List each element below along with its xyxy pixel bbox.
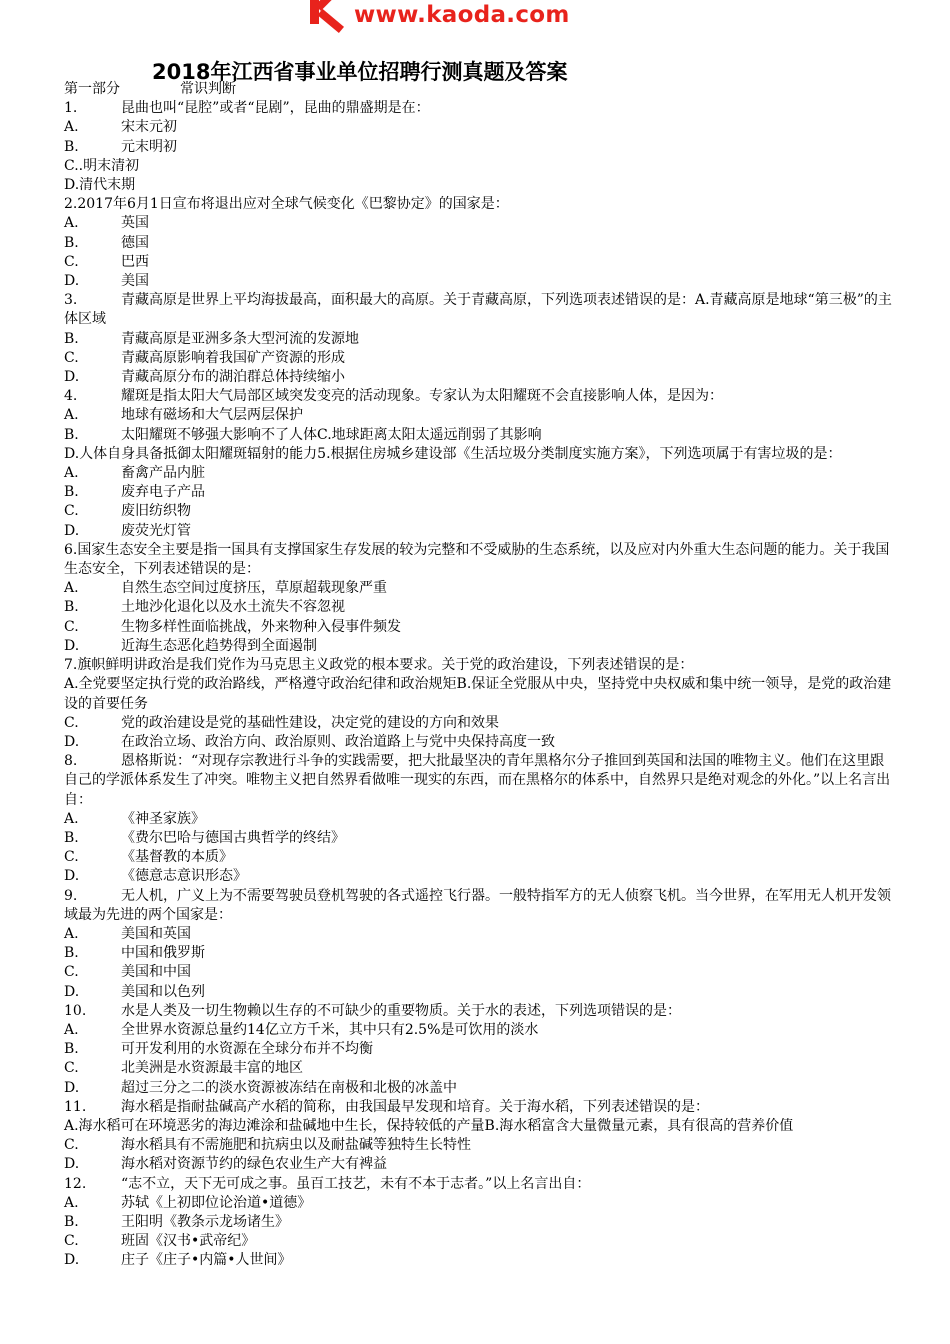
- line-label: B.: [64, 234, 79, 251]
- site-logo[interactable]: [308, 0, 648, 34]
- line-text: 畜禽产品内脏: [121, 465, 205, 482]
- question-text: [64, 291, 896, 329]
- line-text: 太阳耀斑不够强大影响不了人体C.地球距离太阳太遥远削弱了其影响: [121, 426, 542, 443]
- line-text: 中国和俄罗斯: [121, 945, 205, 962]
- line-text: 土地沙化退化以及水土流失不容忽视: [121, 599, 345, 616]
- line-label: C.: [64, 618, 79, 635]
- answer-option: [64, 1040, 896, 1059]
- line-text: 7.旗帜鲜明讲政治是我们党作为马克思主义政党的根本要求。关于党的政治建设，下列表述错误的是：: [64, 657, 694, 674]
- line-text: 青藏高原分布的湖泊群总体持续缩小: [121, 369, 345, 386]
- question-text: [64, 195, 896, 214]
- line-text: 海水稻对资源节约的绿色农业生产大有裨益: [121, 1156, 387, 1173]
- line-label: B.: [64, 829, 79, 846]
- line-label: C.: [64, 253, 79, 270]
- line-text: 废荧光灯管: [121, 522, 191, 539]
- line-label: D.: [64, 1252, 80, 1269]
- line-text: 昆曲也叫“昆腔”或者“昆剧”，昆曲的鼎盛期是在：: [121, 100, 430, 117]
- answer-option: [64, 618, 896, 637]
- logo-url-text: www.kaoda.com: [354, 2, 570, 28]
- answer-option: [64, 1079, 896, 1098]
- line-text: 废旧纺织物: [121, 503, 191, 520]
- answer-option: [64, 426, 896, 445]
- line-text: 《费尔巴哈与德国古典哲学的终结》: [121, 829, 345, 846]
- answer-option: [64, 483, 896, 502]
- line-text: 自然生态空间过度挤压，草原超载现象严重: [121, 580, 387, 597]
- line-label: C.: [64, 714, 79, 731]
- line-label: A.: [64, 925, 79, 942]
- line-text: “志不立，天下无可成之事。虽百工技艺，未有不本于志者。”以上名言出自：: [121, 1175, 591, 1192]
- line-text: 《基督教的本质》: [121, 849, 233, 866]
- logo-k-mark-icon: [308, 0, 348, 24]
- line-text: 耀斑是指太阳大气局部区域突发变亮的活动现象。专家认为太阳耀斑不会直接影响人体，是因为：: [121, 388, 723, 405]
- line-text: 庄子《庄子•内篇•人世间》: [121, 1252, 292, 1269]
- answer-option: [64, 598, 896, 617]
- line-text: 美国和以色列: [121, 983, 205, 1000]
- line-label: D.: [64, 1156, 80, 1173]
- question-text: [64, 157, 896, 176]
- question-text: [64, 541, 896, 579]
- line-text: 《神圣家族》: [121, 810, 205, 827]
- line-label: C.: [64, 849, 79, 866]
- line-text: 水是人类及一切生物赖以生存的不可缺少的重要物质。关于水的表述，下列选项错误的是：: [121, 1002, 681, 1019]
- section-heading: [64, 80, 896, 99]
- answer-option: [64, 118, 896, 137]
- answer-option: [64, 714, 896, 733]
- line-text: 《德意志意识形态》: [121, 868, 247, 885]
- line-label: 11.: [64, 1098, 87, 1115]
- line-text: 美国和英国: [121, 925, 191, 942]
- line-label: A.: [64, 1021, 79, 1038]
- line-text: D.清代末期: [64, 177, 136, 194]
- line-label: 第一部分: [64, 81, 120, 97]
- line-label: C.: [64, 503, 79, 520]
- answer-option: [64, 234, 896, 253]
- line-label: D.: [64, 983, 80, 1000]
- line-label: 10.: [64, 1002, 87, 1019]
- line-text: 可开发利用的水资源在全球分布并不均衡: [121, 1041, 373, 1058]
- line-label: C.: [64, 1137, 79, 1154]
- line-text: 英国: [121, 215, 149, 232]
- line-label: A.: [64, 407, 79, 424]
- answer-option: [64, 829, 896, 848]
- answer-option: [64, 579, 896, 598]
- line-label: B.: [64, 1213, 79, 1230]
- question-text: [64, 752, 896, 810]
- line-text: 苏轼《上初即位论治道•道德》: [121, 1194, 312, 1211]
- line-text: 巴西: [121, 253, 149, 270]
- answer-option: [64, 406, 896, 425]
- question-text: [64, 445, 896, 464]
- answer-option: [64, 733, 896, 752]
- line-label: C.: [64, 964, 79, 981]
- line-label: A.: [64, 1194, 79, 1211]
- line-text: 常识判断: [180, 81, 236, 97]
- answer-option: [64, 925, 896, 944]
- answer-option: [64, 214, 896, 233]
- answer-option: [64, 1136, 896, 1155]
- line-label: C.: [64, 349, 79, 366]
- line-label: 12.: [64, 1175, 87, 1192]
- answer-option: [64, 983, 896, 1002]
- line-text: 王阳明《教条示龙场诸生》: [121, 1213, 289, 1230]
- line-label: B.: [64, 484, 79, 501]
- line-label: B.: [64, 138, 79, 155]
- answer-option: [64, 1155, 896, 1174]
- line-text: A.全党要坚定执行党的政治路线，严格遵守政治纪律和政治规矩B.保证全党服从中央，坚持党中央权威和集中统一领导，是党的政治建设的首要任务: [64, 676, 892, 712]
- line-label: D.: [64, 868, 80, 885]
- line-label: 3.: [64, 292, 78, 309]
- answer-option: [64, 253, 896, 272]
- line-text: 在政治立场、政治方向、政治原则、政治道路上与党中央保持高度一致: [121, 733, 555, 750]
- question-text: [64, 387, 896, 406]
- answer-option: [64, 138, 896, 157]
- line-text: 青藏高原是世界上平均海拔最高，面积最大的高原。关于青藏高原，下列选项表述错误的是：A.青藏高原是地球“第三极”的主体区域: [64, 292, 892, 328]
- line-label: B.: [64, 1041, 79, 1058]
- answer-option: [64, 867, 896, 886]
- answer-option: [64, 330, 896, 349]
- line-label: 1.: [64, 100, 78, 117]
- question-text: [64, 1002, 896, 1021]
- line-label: 4.: [64, 388, 78, 405]
- line-text: 全世界水资源总量约14亿立方千米，其中只有2.5%是可饮用的淡水: [121, 1021, 539, 1038]
- answer-option: [64, 368, 896, 387]
- answer-option: [64, 502, 896, 521]
- question-text: [64, 887, 896, 925]
- question-text: [64, 1098, 896, 1117]
- line-text: 班固《汉书•武帝纪》: [121, 1233, 256, 1250]
- answer-option: [64, 522, 896, 541]
- line-text: 党的政治建设是党的基础性建设，决定党的建设的方向和效果: [121, 714, 499, 731]
- line-label: D.: [64, 733, 80, 750]
- line-label: B.: [64, 945, 79, 962]
- line-text: 2.2017年6月1日宣布将退出应对全球气候变化《巴黎协定》的国家是：: [64, 196, 509, 213]
- question-text: [64, 1117, 896, 1136]
- line-text: 无人机，广义上为不需要驾驶员登机驾驶的各式遥控飞行器。一般特指军方的无人侦察飞机。当今世界，在军用无人机开发领域最为先进的两个国家是：: [64, 887, 891, 923]
- line-label: B.: [64, 599, 79, 616]
- line-label: 9.: [64, 887, 78, 904]
- answer-option: [64, 963, 896, 982]
- line-label: D.: [64, 273, 80, 290]
- line-label: D.: [64, 369, 80, 386]
- question-text: [64, 1175, 896, 1194]
- answer-option: [64, 1251, 896, 1270]
- line-text: 近海生态恶化趋势得到全面遏制: [121, 637, 317, 654]
- answer-option: [64, 848, 896, 867]
- line-text: 宋末元初: [121, 119, 177, 136]
- line-text: 德国: [121, 234, 149, 251]
- question-text: [64, 656, 896, 675]
- line-text: 海水稻具有不需施肥和抗病虫以及耐盐碱等独特生长特性: [121, 1137, 471, 1154]
- line-text: 生物多样性面临挑战，外来物种入侵事件频发: [121, 618, 401, 635]
- line-text: 青藏高原影响着我国矿产资源的形成: [121, 349, 345, 366]
- page-title: 2018年江西省事业单位招聘行测真题及答案: [152, 60, 568, 84]
- line-label: C.: [64, 1060, 79, 1077]
- answer-option: [64, 1021, 896, 1040]
- line-text: 美国: [121, 273, 149, 290]
- question-list: [64, 80, 896, 1271]
- answer-option: [64, 1232, 896, 1251]
- line-label: D.: [64, 1079, 80, 1096]
- line-label: A.: [64, 465, 79, 482]
- line-text: A.海水稻可在环境恶劣的海边滩涂和盐碱地中生长，保持较低的产量B.海水稻富含大量微量元素，具有很高的营养价值: [64, 1117, 794, 1134]
- line-text: 地球有磁场和大气层两层保护: [121, 407, 303, 424]
- line-text: 恩格斯说：“对现存宗教进行斗争的实践需要，把大批最坚决的青年黑格尔分子推回到英国和法国的唯物主义。他们在这里跟自己的学派体系发生了冲突。唯物主义把自然界看做唯一现实的东西，而在黑格尔的体系中，自然界只是绝对观念的外化。”以上名言出自：: [64, 753, 891, 808]
- question-text: [64, 675, 896, 713]
- line-label: A.: [64, 810, 79, 827]
- question-text: [64, 176, 896, 195]
- line-label: A.: [64, 215, 79, 232]
- line-text: C..明末清初: [64, 157, 140, 174]
- answer-option: [64, 1059, 896, 1078]
- line-label: D.: [64, 637, 80, 654]
- line-text: 废弃电子产品: [121, 484, 205, 501]
- line-label: B.: [64, 330, 79, 347]
- line-text: 青藏高原是亚洲多条大型河流的发源地: [121, 330, 359, 347]
- answer-option: [64, 810, 896, 829]
- answer-option: [64, 464, 896, 483]
- question-text: [64, 99, 896, 118]
- answer-option: [64, 1213, 896, 1232]
- answer-option: [64, 349, 896, 368]
- line-text: 北美洲是水资源最丰富的地区: [121, 1060, 303, 1077]
- line-text: 元末明初: [121, 138, 177, 155]
- line-label: A.: [64, 580, 79, 597]
- answer-option: [64, 637, 896, 656]
- line-text: D.人体自身具备抵御太阳耀斑辐射的能力5.根据住房城乡建设部《生活垃圾分类制度实施方案》，下列选项属于有害垃圾的是：: [64, 445, 842, 462]
- line-label: D.: [64, 522, 80, 539]
- line-text: 6.国家生态安全主要是指一国具有支撑国家生存发展的较为完整和不受威胁的生态系统，以及应对内外重大生态问题的能力。关于我国生态安全，下列表述错误的是：: [64, 541, 890, 578]
- line-label: C.: [64, 1233, 79, 1250]
- answer-option: [64, 272, 896, 291]
- answer-option: [64, 1194, 896, 1213]
- line-text: 海水稻是指耐盐碱高产水稻的简称，由我国最早发现和培育。关于海水稻，下列表述错误的是：: [121, 1098, 709, 1115]
- line-text: 美国和中国: [121, 964, 191, 981]
- answer-option: [64, 944, 896, 963]
- line-label: B.: [64, 426, 79, 443]
- line-label: A.: [64, 119, 79, 136]
- line-text: 超过三分之二的淡水资源被冻结在南极和北极的冰盖中: [121, 1079, 457, 1096]
- line-label: 8.: [64, 753, 78, 770]
